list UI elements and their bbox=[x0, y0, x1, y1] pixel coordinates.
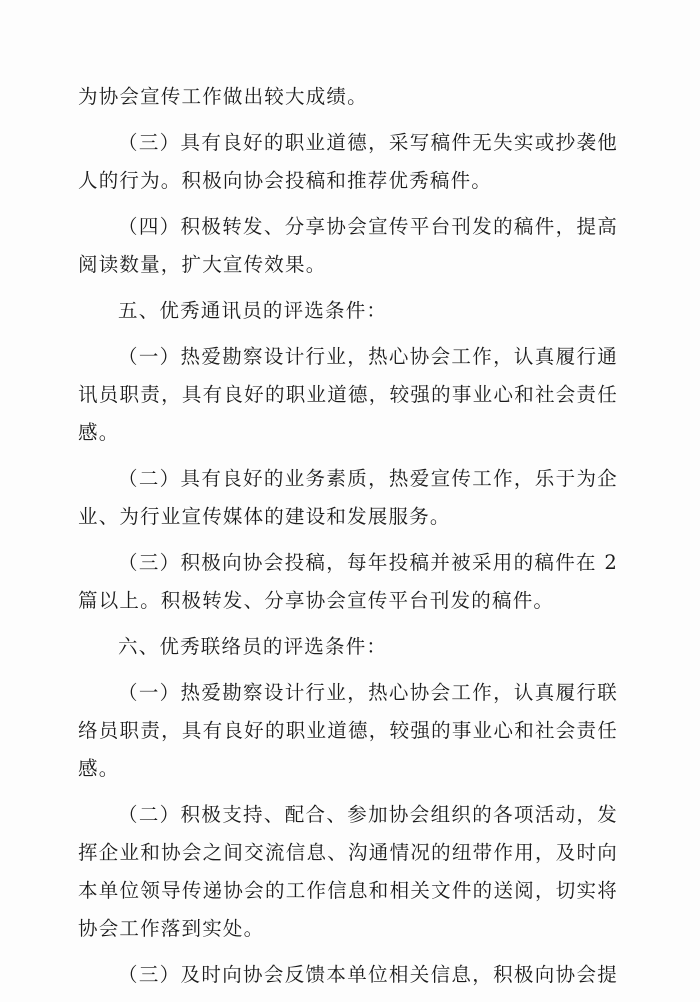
text-line: （一）热爱勘察设计行业，热心协会工作，认真履行通 bbox=[118, 345, 618, 368]
text-line: 本单位领导传递协会的工作信息和相关文件的送阅，切实将 bbox=[78, 879, 618, 902]
text-line: 挥企业和协会之间交流信息、沟通情况的纽带作用，及时向 bbox=[78, 841, 618, 864]
document-body bbox=[78, 78, 618, 994]
text-line: 业、为行业宣传媒体的建设和发展服务。 bbox=[78, 505, 451, 528]
text-line: 人的行为。积极向协会投稿和推荐优秀稿件。 bbox=[78, 169, 493, 192]
text-line: 协会工作落到实处。 bbox=[78, 917, 265, 940]
text-line: （二）积极支持、配合、参加协会组织的各项活动，发 bbox=[118, 803, 618, 826]
text-line: （一）热爱勘察设计行业，热心协会工作，认真履行联 bbox=[118, 681, 618, 704]
text-line: （三）及时向协会反馈本单位相关信息，积极向协会提 bbox=[118, 963, 618, 986]
text-line: 感。 bbox=[78, 757, 120, 780]
section-heading: 六、优秀联络员的评选条件： bbox=[118, 635, 388, 658]
text-line: 阅读数量，扩大宣传效果。 bbox=[78, 253, 327, 276]
text-line: 篇以上。积极转发、分享协会宣传平台刊发的稿件。 bbox=[78, 589, 555, 612]
text-line: 感。 bbox=[78, 421, 120, 444]
text-line: 讯员职责，具有良好的职业道德，较强的事业心和社会责任 bbox=[78, 383, 618, 406]
text-line: （三）积极向协会投稿，每年投稿并被采用的稿件在 2 bbox=[118, 551, 618, 574]
text-line: 为协会宣传工作做出较大成绩。 bbox=[78, 85, 368, 108]
text-line: （四）积极转发、分享协会宣传平台刊发的稿件，提高 bbox=[118, 215, 618, 238]
text-line: （三）具有良好的职业道德，采写稿件无失实或抄袭他 bbox=[118, 131, 618, 154]
text-line: 络员职责，具有良好的职业道德，较强的事业心和社会责任 bbox=[78, 719, 618, 742]
section-heading: 五、优秀通讯员的评选条件： bbox=[118, 299, 388, 322]
text-line: （二）具有良好的业务素质，热爱宣传工作，乐于为企 bbox=[118, 467, 618, 490]
